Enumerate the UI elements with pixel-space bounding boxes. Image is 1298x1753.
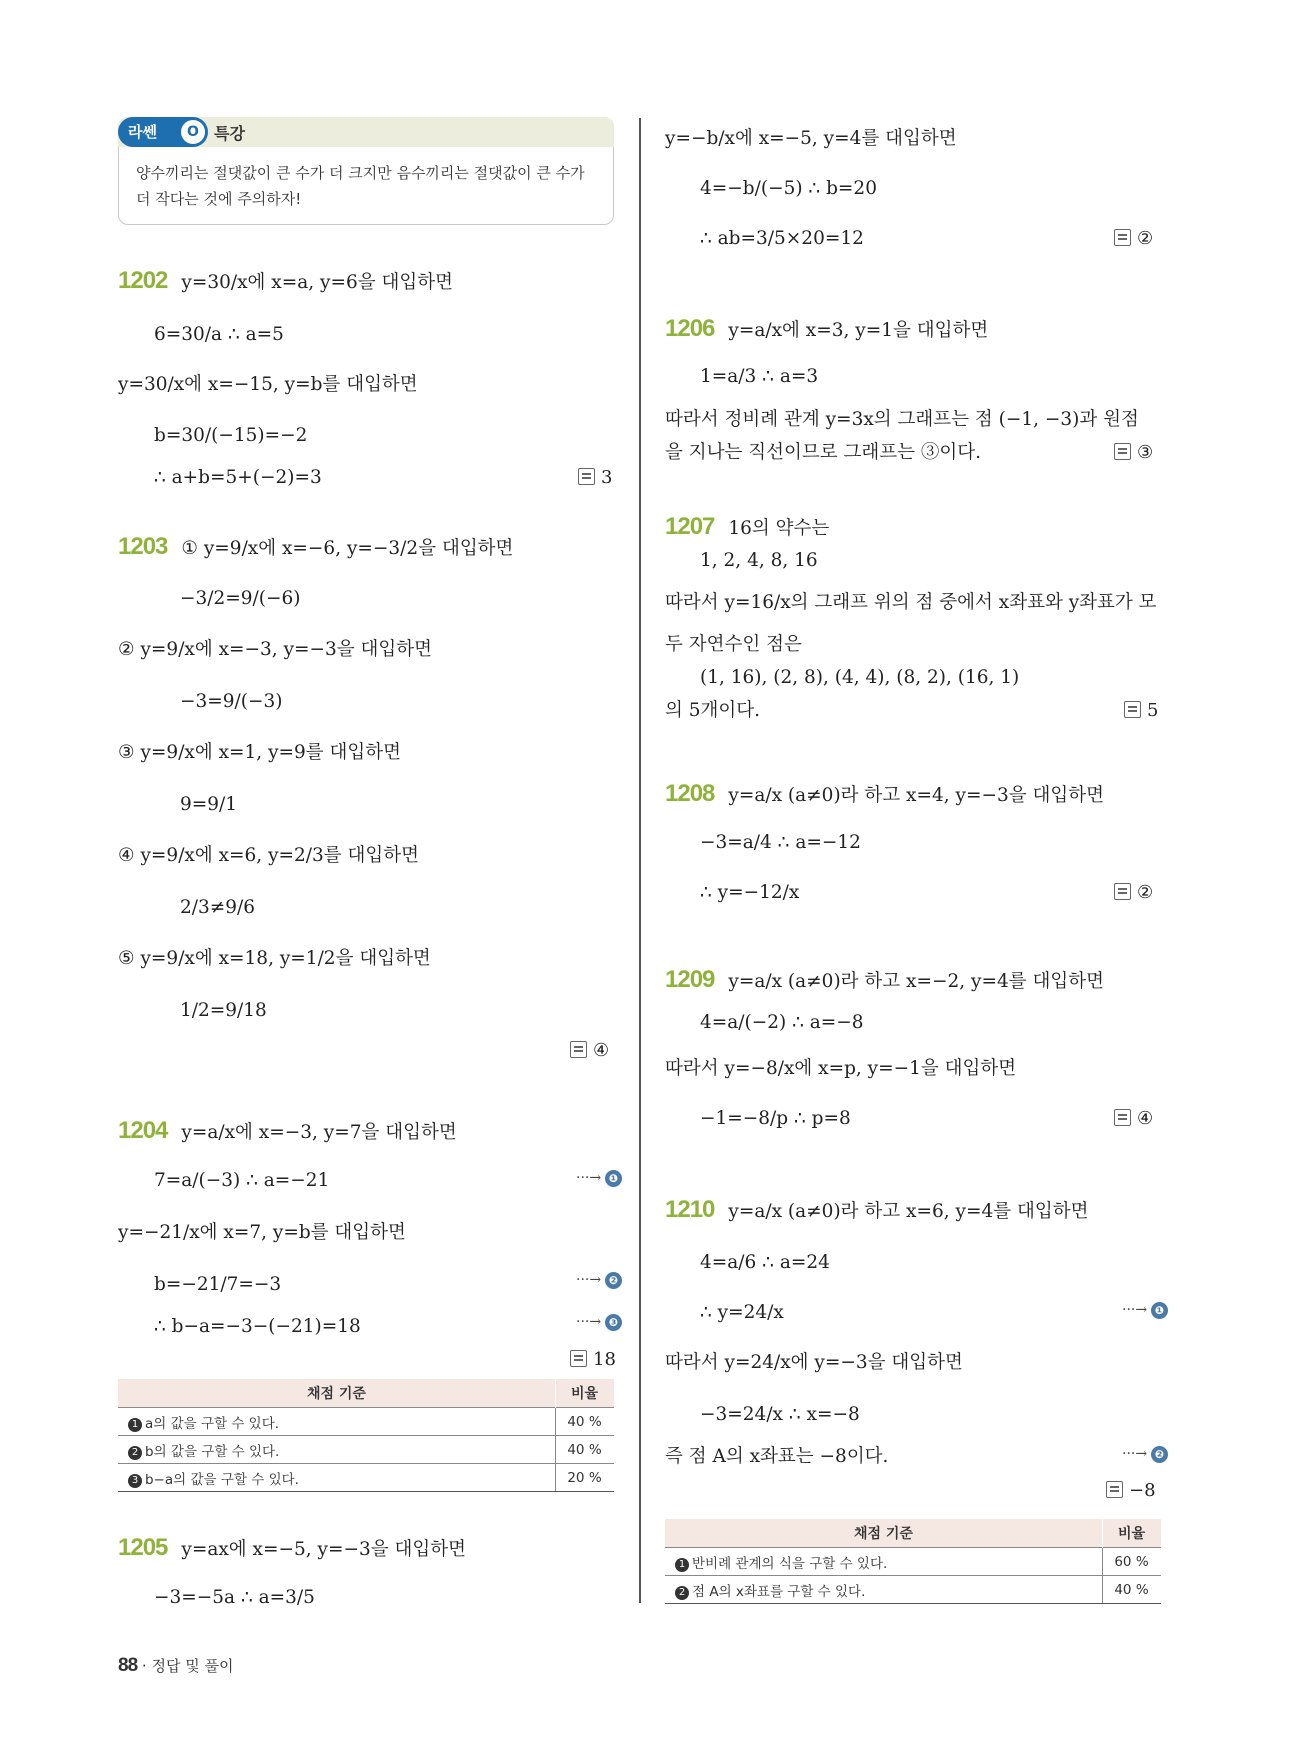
table-row (118, 1436, 614, 1464)
answer-icon (570, 1350, 587, 1367)
problem-1204-line4: b=−21/7=−3 (154, 1274, 282, 1295)
problem-1209-line2: 4=a/(−2) ∴ a=−8 (700, 1012, 864, 1033)
answer-icon (1124, 701, 1141, 718)
problem-1203-line6: 9=9/1 (180, 794, 238, 815)
problem-number: 1204 (118, 1117, 168, 1144)
answer-1208 (1114, 880, 1153, 906)
problem-1210-line5: −3=24/x ∴ x=−8 (700, 1404, 860, 1425)
problem-1208-line1 (665, 781, 1104, 809)
step-number: 1 (675, 1558, 689, 1572)
problem-number: 1202 (118, 267, 168, 294)
problem-1207-line1 (665, 514, 829, 542)
answer-value: 18 (593, 1349, 616, 1370)
problem-1203-line10: 1/2=9/18 (180, 1000, 267, 1021)
problem-number: 1209 (665, 966, 715, 993)
text: y=30/x에 x=a, y=6을 대입하면 (181, 272, 453, 293)
answer-icon (1114, 443, 1131, 460)
criteria-cell (118, 1436, 556, 1464)
scoring-table-1210 (665, 1519, 1161, 1604)
text: y=a/x에 x=3, y=1을 대입하면 (728, 320, 989, 341)
answer-icon (578, 468, 595, 485)
tip-badge (118, 117, 208, 147)
criteria-text: 점 A의 x좌표를 구할 수 있다. (692, 1583, 866, 1600)
problem-1208-line3: ∴ y=−12/x (700, 882, 800, 903)
text: y=a/x (a≠0)라 하고 x=4, y=−3을 대입하면 (728, 785, 1104, 806)
problem-1204-line3: y=−21/x에 x=7, y=b를 대입하면 (118, 1222, 406, 1243)
problem-1202-line4: b=30/(−15)=−2 (154, 425, 308, 446)
table-row (118, 1408, 614, 1436)
answer-icon (1106, 1481, 1123, 1498)
ratio-cell: 40 % (556, 1408, 615, 1436)
answer-value: ④ (1137, 1108, 1154, 1129)
answer-value: 5 (1147, 700, 1159, 721)
step-number: ❷ (1151, 1446, 1168, 1463)
problem-1206-line4: 을 지나는 직선이므로 그래프는 ③이다. (665, 442, 981, 463)
criteria-text: b의 값을 구할 수 있다. (145, 1443, 280, 1460)
answer-1210 (1106, 1478, 1156, 1504)
text: y=a/x에 x=−3, y=7을 대입하면 (181, 1122, 457, 1143)
step-marker-2: ···→ ❷ (576, 1272, 622, 1289)
problem-1202-line2: 6=30/a ∴ a=5 (154, 324, 284, 345)
ratio-cell: 40 % (1103, 1576, 1162, 1604)
problem-1203-line5: ③ y=9/x에 x=1, y=9를 대입하면 (118, 742, 402, 763)
problem-1205-cont-line2: 4=−b/(−5) ∴ b=20 (700, 178, 877, 199)
problem-1209-line4: −1=−8/p ∴ p=8 (700, 1108, 851, 1129)
page-footer (118, 1655, 233, 1677)
problem-1210-line2: 4=a/6 ∴ a=24 (700, 1252, 830, 1273)
step-number: 2 (128, 1446, 142, 1460)
step-marker-2: ···→ ❷ (1122, 1446, 1168, 1463)
step-marker-1: ···→ ❶ (576, 1170, 622, 1187)
criteria-text: 반비례 관계의 식을 구할 수 있다. (692, 1555, 888, 1572)
header-ratio: 비율 (556, 1379, 615, 1408)
answer-icon (1114, 1109, 1131, 1126)
step-number: 3 (128, 1474, 142, 1488)
answer-value: ④ (593, 1040, 610, 1061)
answer-value: ② (1137, 882, 1154, 903)
scoring-table-1204 (118, 1379, 614, 1492)
step-number: ❶ (1151, 1302, 1168, 1319)
answer-icon (1114, 229, 1131, 246)
problem-1207-line2: 1, 2, 4, 8, 16 (700, 550, 818, 571)
table-header-row (118, 1379, 614, 1408)
step-number: ❷ (605, 1272, 622, 1289)
answer-1207 (1124, 698, 1158, 724)
ratio-cell: 40 % (556, 1436, 615, 1464)
step-number: 1 (128, 1418, 142, 1432)
answer-value: ③ (1137, 442, 1154, 463)
ratio-cell: 20 % (556, 1464, 615, 1492)
answer-value: −8 (1129, 1480, 1156, 1501)
problem-1210-line3: ∴ y=24/x (700, 1302, 784, 1323)
problem-1206-line2: 1=a/3 ∴ a=3 (700, 366, 819, 387)
criteria-cell (665, 1548, 1103, 1576)
header-ratio: 비율 (1103, 1519, 1162, 1548)
tip-badge-label: 라쎈 (128, 123, 157, 141)
answer-icon (570, 1041, 587, 1058)
answer-value: 3 (601, 467, 613, 488)
problem-1203-line4: −3=9/(−3) (180, 691, 283, 712)
criteria-text: b−a의 값을 구할 수 있다. (145, 1471, 299, 1488)
problem-number: 1207 (665, 513, 715, 540)
problem-number: 1203 (118, 533, 168, 560)
column-divider (639, 118, 641, 1603)
problem-1209-line1 (665, 967, 1104, 995)
answer-1206 (1114, 440, 1153, 466)
answer-1203 (570, 1038, 609, 1064)
text: y=a/x (a≠0)라 하고 x=−2, y=4를 대입하면 (728, 971, 1104, 992)
problem-number: 1210 (665, 1196, 715, 1223)
answer-value: ② (1137, 228, 1154, 249)
problem-1205-cont-line3: ∴ ab=3/5×20=12 (700, 228, 864, 249)
problem-1207-line3: 따라서 y=16/x의 그래프 위의 점 중에서 x좌표와 y좌표가 모 (665, 592, 1157, 613)
text: ① y=9/x에 x=−6, y=−3/2을 대입하면 (181, 538, 514, 559)
problem-1210-line6: 즉 점 A의 x좌표는 −8이다. (665, 1446, 889, 1467)
problem-1205-line1 (118, 1535, 466, 1563)
problem-1205-cont-line1: y=−b/x에 x=−5, y=4를 대입하면 (665, 128, 957, 149)
step-marker-3: ···→ ❸ (576, 1314, 622, 1331)
table-row (118, 1464, 614, 1492)
problem-1207-line5: (1, 16), (2, 8), (4, 4), (8, 2), (16, 1) (700, 667, 1020, 688)
problem-1210-line4: 따라서 y=24/x에 y=−3을 대입하면 (665, 1352, 963, 1373)
problem-1203-line9: ⑤ y=9/x에 x=18, y=1/2을 대입하면 (118, 948, 431, 969)
text: 16의 약수는 (728, 518, 830, 539)
problem-1209-line3: 따라서 y=−8/x에 x=p, y=−1을 대입하면 (665, 1058, 1017, 1079)
problem-1203-line7: ④ y=9/x에 x=6, y=2/3를 대입하면 (118, 845, 420, 866)
answer-1202 (578, 465, 612, 491)
problem-1207-line4: 두 자연수인 점은 (665, 634, 802, 655)
problem-1202-line5: ∴ a+b=5+(−2)=3 (154, 467, 322, 488)
tip-text: 양수끼리는 절댓값이 큰 수가 더 크지만 음수끼리는 절댓값이 큰 수가 더 작다는 것에 주의하자! (136, 164, 585, 208)
problem-1203-line2: −3/2=9/(−6) (180, 588, 301, 609)
problem-1207-line6: 의 5개이다. (665, 700, 761, 721)
criteria-cell (665, 1576, 1103, 1604)
criteria-text: a의 값을 구할 수 있다. (145, 1415, 280, 1432)
header-criteria: 채점 기준 (665, 1519, 1103, 1548)
problem-1203-line1 (118, 534, 513, 562)
answer-1209 (1114, 1106, 1153, 1132)
problem-1203-line8: 2/3≠9/6 (180, 897, 256, 918)
answer-icon (1114, 883, 1131, 900)
problem-1204-line5: ∴ b−a=−3−(−21)=18 (154, 1316, 361, 1337)
problem-1206-line1 (665, 316, 988, 344)
ratio-cell: 60 % (1103, 1548, 1162, 1576)
text: y=ax에 x=−5, y=−3을 대입하면 (181, 1539, 466, 1560)
problem-1205-line2: −3=−5a ∴ a=3/5 (154, 1587, 315, 1608)
problem-1202-line1 (118, 268, 453, 296)
answer-1205 (1114, 226, 1153, 252)
problem-number: 1205 (118, 1534, 168, 1561)
step-number: ❶ (605, 1170, 622, 1187)
table-header-row (665, 1519, 1161, 1548)
step-number: 2 (675, 1586, 689, 1600)
footer-label: 정답 및 풀이 (151, 1657, 234, 1675)
footer-separator: · (141, 1657, 147, 1675)
answer-1204 (570, 1347, 616, 1373)
step-marker-1: ···→ ❶ (1122, 1302, 1168, 1319)
tip-badge-mark: O (181, 120, 205, 144)
step-number: ❸ (605, 1314, 622, 1331)
problem-1204-line2: 7=a/(−3) ∴ a=−21 (154, 1170, 330, 1191)
criteria-cell (118, 1464, 556, 1492)
page-number: 88 (118, 1655, 138, 1676)
header-criteria: 채점 기준 (118, 1379, 556, 1408)
text: y=a/x (a≠0)라 하고 x=6, y=4를 대입하면 (728, 1201, 1089, 1222)
problem-1202-line3: y=30/x에 x=−15, y=b를 대입하면 (118, 374, 418, 395)
problem-1206-line3: 따라서 정비례 관계 y=3x의 그래프는 점 (−1, −3)과 원점 (665, 409, 1139, 430)
table-row (665, 1576, 1161, 1604)
tip-title: 특강 (214, 124, 245, 143)
table-row (665, 1548, 1161, 1576)
problem-number: 1208 (665, 780, 715, 807)
problem-1208-line2: −3=a/4 ∴ a=−12 (700, 832, 861, 853)
problem-1203-line3: ② y=9/x에 x=−3, y=−3을 대입하면 (118, 639, 433, 660)
criteria-cell (118, 1408, 556, 1436)
problem-number: 1206 (665, 315, 715, 342)
problem-1204-line1 (118, 1118, 457, 1146)
problem-1210-line1 (665, 1197, 1088, 1225)
